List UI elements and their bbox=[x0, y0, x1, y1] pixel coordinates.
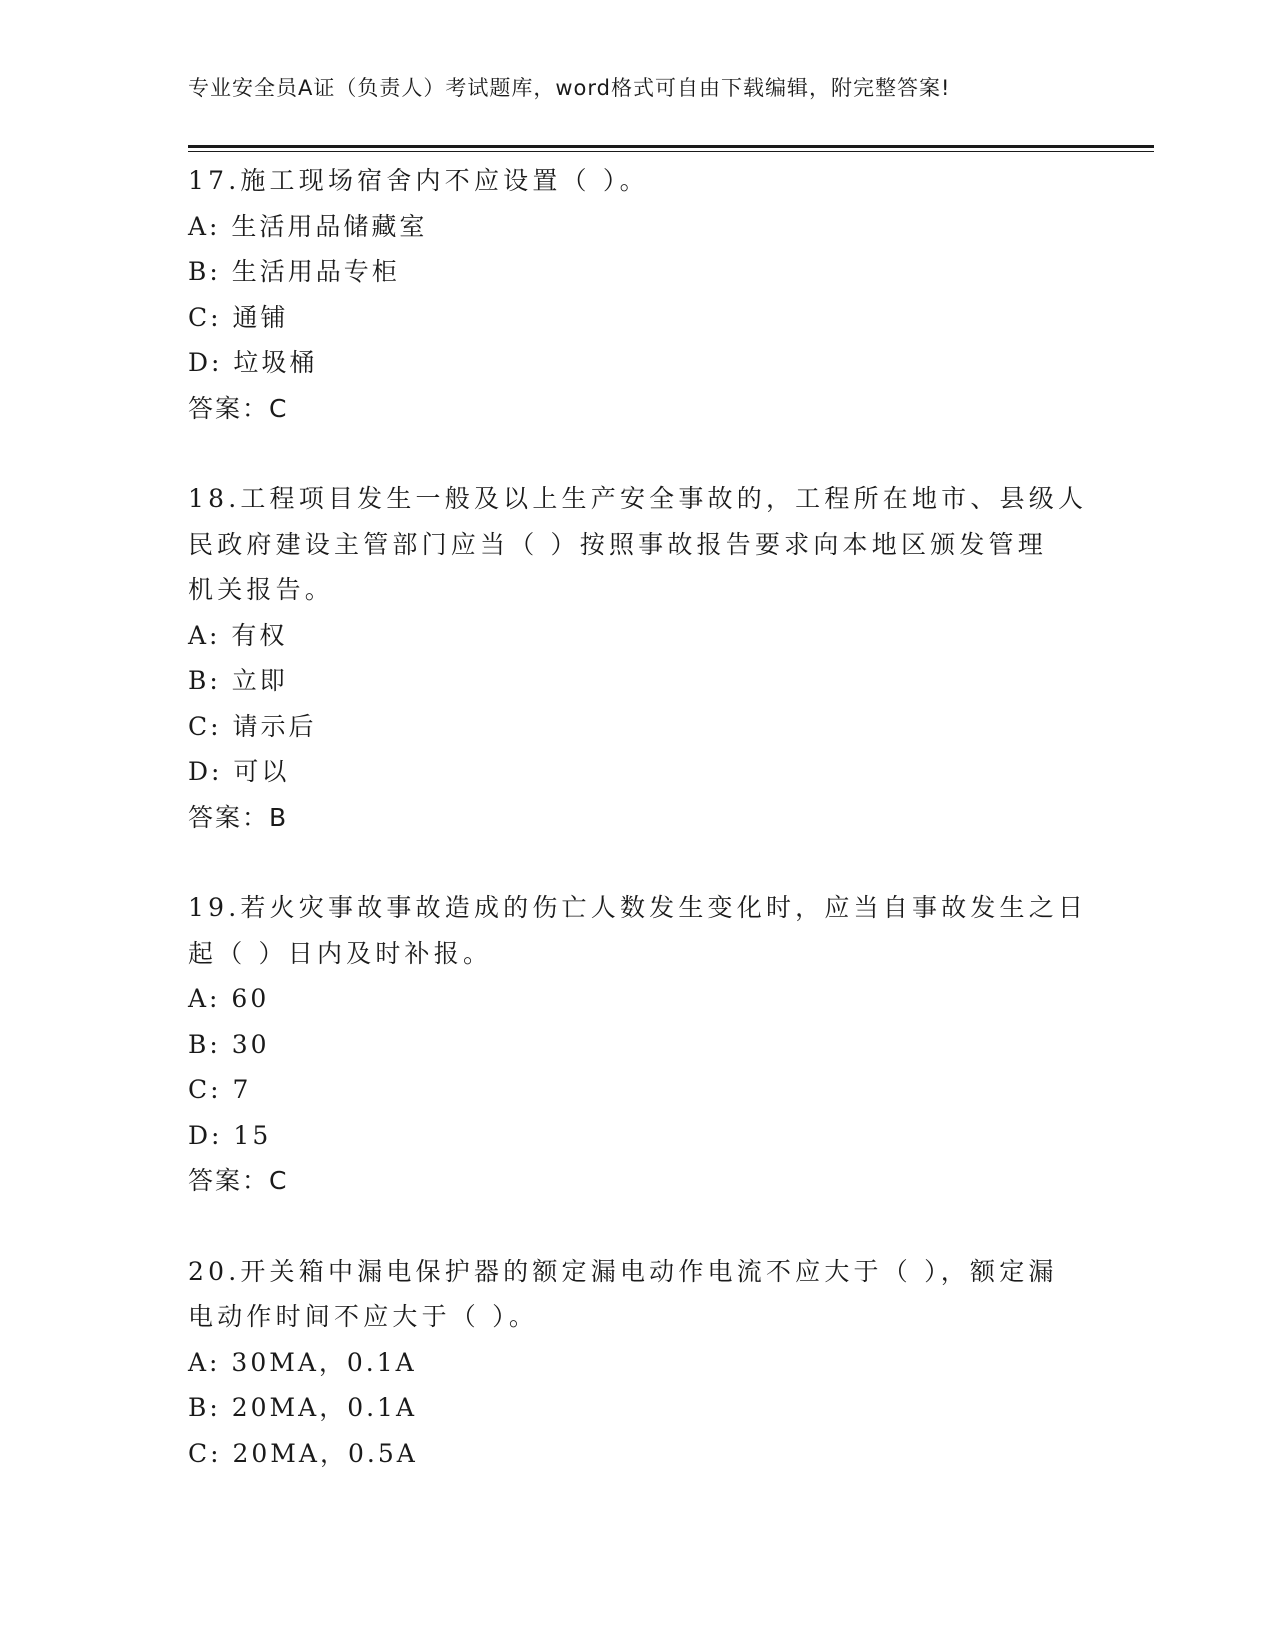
stem-line: 起（ ）日内及时补报。 bbox=[188, 938, 493, 968]
option-d: D: 15 bbox=[188, 1120, 272, 1150]
header-rule-thin bbox=[188, 151, 1154, 152]
option-d: D: 可以 bbox=[188, 757, 290, 786]
question-stem bbox=[188, 1249, 1088, 1340]
option-d: D: 垃圾桶 bbox=[188, 348, 318, 377]
option-a: A: 生活用品储藏室 bbox=[188, 211, 428, 241]
question-17 bbox=[188, 158, 1088, 431]
stem-line: 电动作时间不应大于（ ）。 bbox=[188, 1302, 539, 1331]
option-a: A: 有权 bbox=[188, 620, 288, 650]
option-c: C: 请示后 bbox=[188, 711, 317, 741]
option-c: C: 7 bbox=[188, 1075, 252, 1104]
stem-line: 18.工程项目发生一般及以上生产安全事故的，工程所在地市、县级人 bbox=[188, 484, 1088, 513]
question-19 bbox=[188, 885, 1088, 1204]
answer: 答案：B bbox=[188, 802, 289, 832]
stem-line: 民政府建设主管部门应当（ ）按照事故报告要求向本地区颁发管理 bbox=[188, 529, 1047, 559]
stem-line: 20.开关箱中漏电保护器的额定漏电动作电流不应大于（ ），额定漏 bbox=[188, 1256, 1058, 1286]
stem-line: 机关报告。 bbox=[188, 575, 335, 604]
option-c: C: 通铺 bbox=[188, 302, 289, 332]
answer: 答案：C bbox=[188, 1166, 289, 1195]
question-stem bbox=[188, 158, 1088, 204]
option-b: B: 20MA，0.1A bbox=[188, 1393, 418, 1422]
option-a: A: 60 bbox=[188, 984, 270, 1013]
option-c: C: 20MA，0.5A bbox=[188, 1438, 418, 1468]
option-b: B: 立即 bbox=[188, 666, 288, 695]
answer: 答案：C bbox=[188, 393, 289, 423]
option-b: B: 生活用品专柜 bbox=[188, 257, 400, 286]
page-header: 专业安全员A证（负责人）考试题库，word格式可自由下载编辑，附完整答案! bbox=[188, 76, 951, 100]
option-b: B: 30 bbox=[188, 1029, 270, 1059]
question-18 bbox=[188, 476, 1088, 840]
option-a: A: 30MA，0.1A bbox=[188, 1347, 417, 1377]
stem-line: 17.施工现场宿舍内不应设置（ ）。 bbox=[188, 166, 649, 195]
question-stem bbox=[188, 476, 1088, 613]
stem-line: 19.若火灾事故事故造成的伤亡人数发生变化时，应当自事故发生之日 bbox=[188, 893, 1088, 922]
header-rule-thick bbox=[188, 145, 1154, 148]
question-stem bbox=[188, 885, 1088, 976]
question-list bbox=[188, 158, 1088, 1521]
question-20 bbox=[188, 1249, 1088, 1477]
